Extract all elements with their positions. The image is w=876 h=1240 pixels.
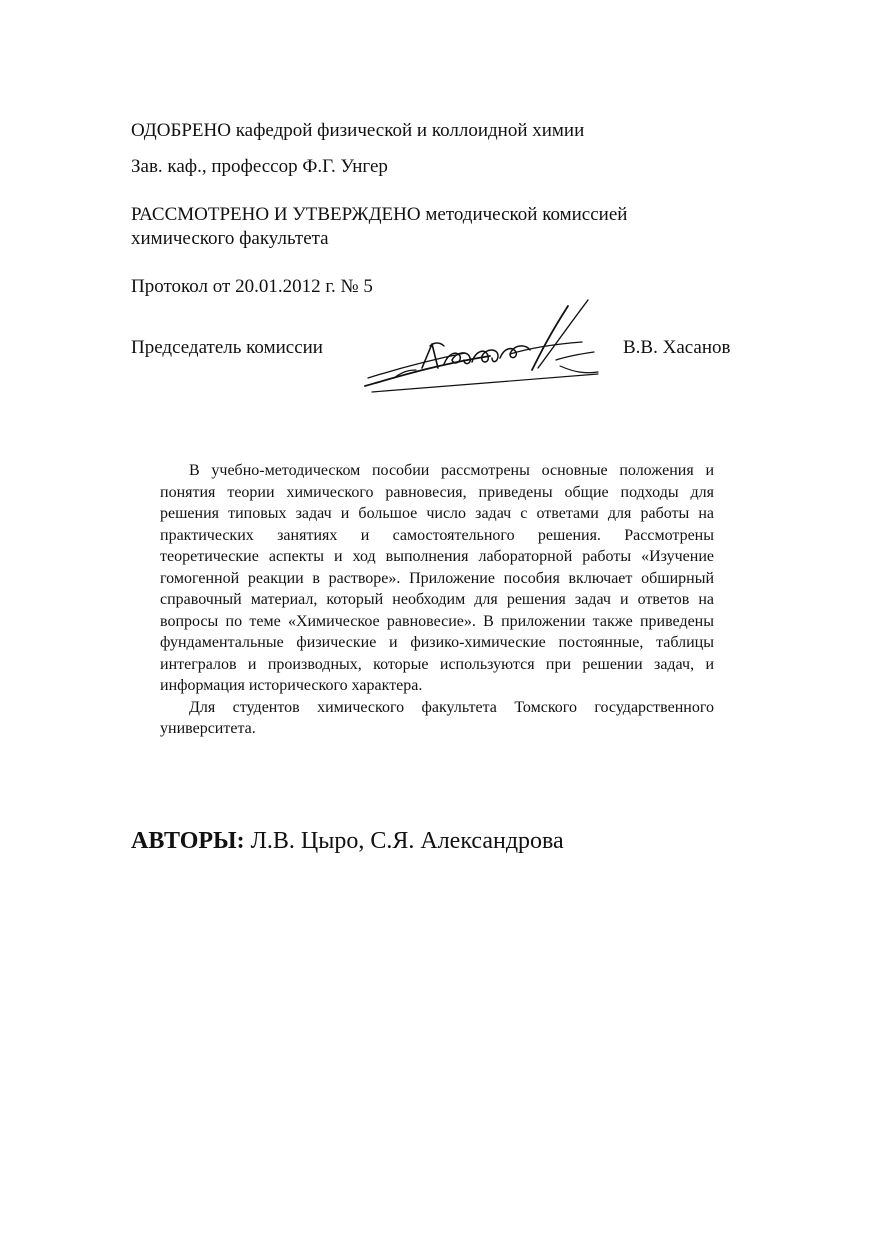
head-of-department: Зав. каф., профессор Ф.Г. Унгер: [131, 156, 388, 177]
protocol-line: Протокол от 20.01.2012 г. № 5: [131, 276, 373, 297]
approved-by-department: ОДОБРЕНО кафедрой физической и коллоидной химии: [131, 120, 585, 141]
commission-chair-name: В.В. Хасанов: [623, 337, 731, 358]
commission-chair-label: Председатель комиссии: [131, 337, 323, 358]
authors-line: [131, 826, 564, 856]
handwritten-signature: [360, 298, 610, 398]
authors-label: АВТОРЫ:: [131, 828, 245, 854]
reviewed-and-approved: РАССМОТРЕНО И УТВЕРЖДЕНО методической комиссией химического факультета: [131, 204, 628, 249]
authors-names: Л.В. Цыро, С.Я. Александрова: [250, 828, 564, 854]
audience-paragraph: Для студентов химического факультета Томского государственного университета.: [160, 698, 714, 737]
abstract-paragraph: В учебно-методическом пособии рассмотрены основные положения и понятия теории химического равновесия, приведены общие подходы для решения типовых задач и большое число задач с ответами для работы на практических занятиях и самостоятельного решения. Рассмотрены теоретические аспекты и ход выполнения лабораторной работы «Изучение гомогенной реакции в растворе». Приложение пособия включает обширный справочный материал, который необходим для решения задач и ответов на вопросы по теме «Химическое равновесие». В приложении также приведены фундаментальные физические и физико-химические постоянные, таблицы интегралов и производных, которые используются при решении задач, и информация исторического характера.: [160, 462, 714, 694]
abstract: [160, 460, 714, 740]
